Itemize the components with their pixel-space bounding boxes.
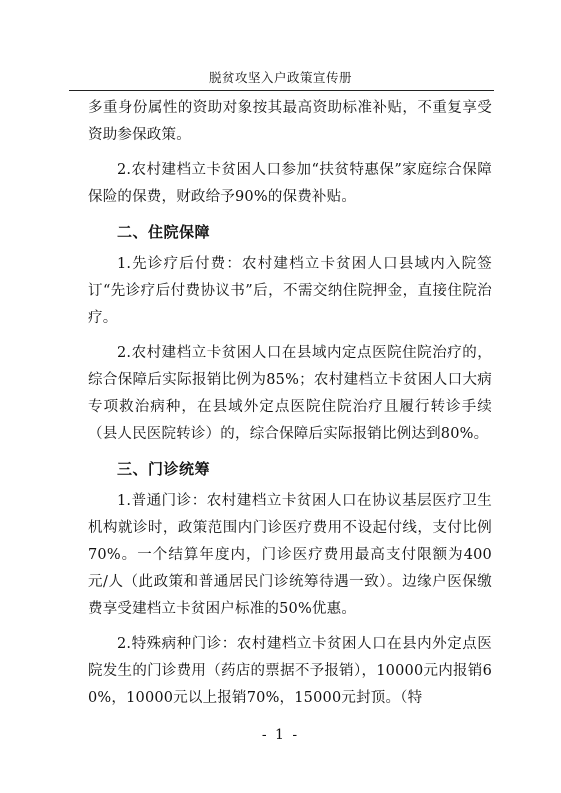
paragraph-subsidy-continued: 多重身份属性的资助对象按其最高资助标准补贴，不重复享受资助参保政策。 — [88, 100, 492, 143]
section-heading-outpatient: 三、门诊统筹 — [117, 460, 211, 478]
paragraph-reimbursement-ratio: 2.农村建档立卡贫困人口在县域内定点医院住院治疗的，综合保障后实际报销比例为85%；农村建档立卡贫困人口大病专项救治病种，在县域外定点医院住院治疗且履行转诊手续（县人民医院转诊）的，综合保障后实际报销比例达到80%。 — [88, 345, 492, 442]
document-body — [88, 95, 492, 720]
paragraph-insurance-subsidy: 2.农村建档立卡贫困人口参加“扶贫特惠保”家庭综合保障保险的保费，财政给予90%的保费补贴。 — [88, 162, 492, 205]
paragraph-general-outpatient: 1.普通门诊：农村建档立卡贫困人口在协议基层医疗卫生机构就诊时，政策范围内门诊医疗费用不设起付线，支付比例70%。一个结算年度内，门诊医疗费用最高支付限额为400元/人（此政策和普通居民门诊统筹待遇一致）。边缘户医保缴费享受建档立卡贫困户标准的50%优惠。 — [88, 493, 492, 617]
page-header-title: 脱贫攻坚入户政策宣传册 — [208, 70, 352, 85]
page-number: - 1 - — [261, 727, 300, 743]
section-heading-inpatient: 二、住院保障 — [117, 223, 211, 241]
paragraph-treat-first-pay-later: 1.先诊疗后付费：农村建档立卡贫困人口县域内入院签订“先诊疗后付费协议书”后，不需交纳住院押金，直接住院治疗。 — [88, 256, 492, 326]
paragraph-special-disease-outpatient: 2.特殊病种门诊：农村建档立卡贫困人口在县内外定点医院发生的门诊费用（药店的票据不予报销），10000元内报销60%，10000元以上报销70%，15000元封顶。（特 — [88, 636, 492, 706]
header-divider — [69, 90, 494, 91]
